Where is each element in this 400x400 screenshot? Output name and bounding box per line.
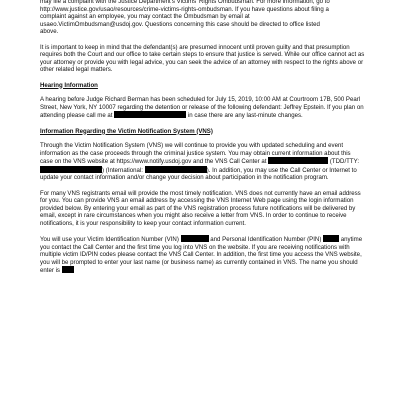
vns-text-c: ) (International: <box>102 166 143 174</box>
ombudsman-paragraph <box>40 0 365 36</box>
redaction-international <box>145 166 207 173</box>
ombudsman-line-4: usaeo.VictimOmbudsman@usdoj.gov. Questions concerning this case should be directed to office listed <box>40 20 320 28</box>
ombudsman-line-2: http://www.justice.gov/usao/resources/crime-victims-rights-ombudsman. If you have questions about filing a <box>40 5 329 13</box>
vin-text-a: You will use your Victim Identification Number (VIN) <box>40 236 179 243</box>
vns-heading: Information Regarding the Victim Notification System (VNS) <box>40 127 213 135</box>
hearing-heading: Hearing Information <box>40 81 98 89</box>
hearing-text-b: in case there are any last-minute changes. <box>187 112 303 119</box>
ombudsman-line-3: complaint against an employee, you may contact the Ombudsman by email at <box>40 13 250 20</box>
email-paragraph: For many VNS registrants email will provide the most timely notification. VNS does not currently have an email address for you. You can provide VNS an email address by accessing the VNS Internet Web page using the login information provided below. By entering your email as part of the VNS registration process future notifications will be delivered by email, except in rare circumstances when you might also receive a letter from VNS. In order to continue to receive notifications, it is your responsibility to keep your contact information current. <box>40 189 361 227</box>
redaction-name <box>62 266 74 273</box>
vns-text-a: Through the Victim Notification System (VNS) we will continue to provide you with updated scheduling and event information as the case proceeds through the criminal justice system. You may obtain current information about this case on the VNS website at https://www.notify.usdoj.gov and the VNS Call Center at <box>40 142 351 165</box>
redaction-vin <box>181 235 209 242</box>
ombudsman-line-1: may file a complaint with the Justice Department's Victims' Rights Ombudsman. For more information, go to <box>40 0 330 5</box>
vns-text-b: (TDD/TTY: <box>329 158 360 165</box>
redaction-tdd <box>40 166 102 173</box>
ombudsman-line-5: above. <box>40 28 59 35</box>
hearing-paragraph <box>40 96 365 120</box>
vns-text-d: ). In addition, you may use the Call Center or Internet to update your contact information and/or change your decision about participation in the notification program. <box>40 166 357 181</box>
letter-body <box>40 0 365 283</box>
hearing-text-a: A hearing before Judge Richard Berman has been scheduled for July 15, 2019, 10:00 AM at Courtroom 17B, 500 Pearl Street, New York, NY 10007 regarding the detention or release of the following defendant: Jeffrey Epstein. If you plan on attending please call me at <box>40 96 364 119</box>
redaction-pin <box>323 235 339 242</box>
vin-text-b: and Personal Identification Number (PIN) <box>210 236 322 243</box>
vin-paragraph <box>40 235 365 275</box>
redaction-call-center <box>268 157 328 164</box>
vin-text-c: anytime you contact the Call Center and the first time you log into VNS on the website. If you are receiving notifications with multiple victim ID/PIN codes please contact the VNS Call Center. In addition, the first time you access the VNS website, you will be prompted to enter your last name (or business name) as currently contained in VNS. The name you should enter is <box>40 236 363 274</box>
vns-paragraph <box>40 142 365 182</box>
presumption-paragraph: It is important to keep in mind that the defendant(s) are presumed innocent until proven guilty and that presumption requires both the Court and our office to take certain steps to ensure that justice is served. While our office cannot act as your attorney or provide you with legal advice, you can seek the advice of an attorney with respect to the rights above or other related legal matters. <box>40 43 365 73</box>
redaction-phone <box>114 111 186 118</box>
